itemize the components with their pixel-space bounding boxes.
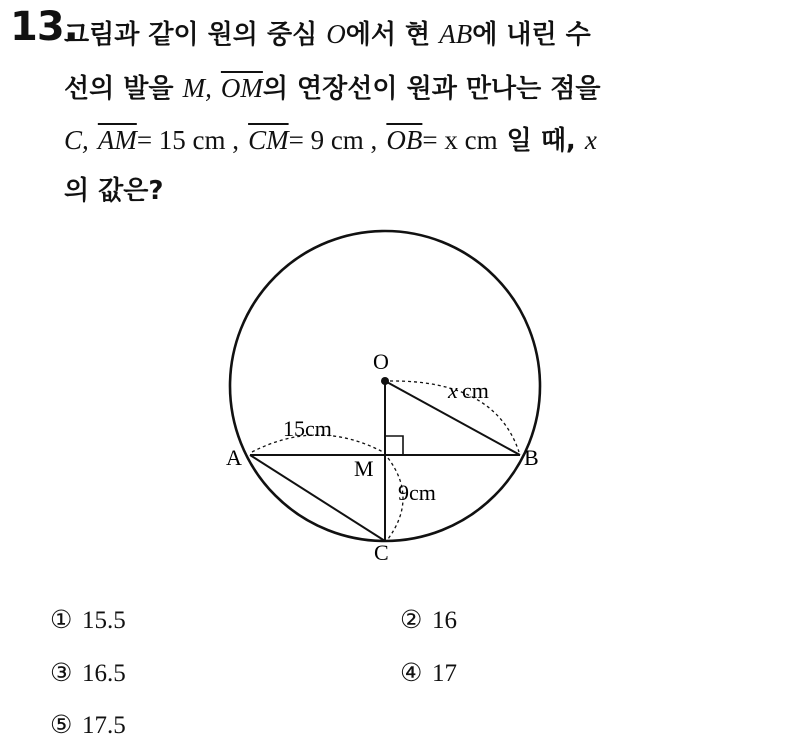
choice-marker: ⑤ <box>50 712 73 739</box>
label-b: B <box>524 445 539 470</box>
choice-value: 16 <box>432 607 457 634</box>
choice-value: 15.5 <box>82 607 126 634</box>
center-point-o <box>381 377 389 385</box>
var-x: x <box>584 125 597 155</box>
label-am-length: 15cm <box>283 416 332 441</box>
question-text: 그림과 같이 원의 중심 <box>64 20 327 50</box>
choice-2[interactable] <box>400 605 457 635</box>
choice-4[interactable] <box>400 658 457 688</box>
cm-value: = 9 cm , <box>288 125 378 155</box>
segment-cm: $\overline{CM}$ <box>248 125 289 155</box>
question-number: 13. <box>10 4 78 50</box>
label-o: O <box>373 349 389 374</box>
choice-marker: ④ <box>400 660 423 687</box>
choice-marker: ① <box>50 607 73 634</box>
choice-value: 16.5 <box>82 660 126 687</box>
choice-value: 17 <box>432 660 457 687</box>
ob-value: = x cm <box>422 125 498 155</box>
question-text: 선의 발을 <box>64 74 183 104</box>
var-c: C, <box>64 125 89 155</box>
label-m: M <box>354 456 374 481</box>
question-text: 의 연장선이 원과 만나는 점을 <box>262 74 601 104</box>
am-value: = 15 cm , <box>136 125 240 155</box>
label-ob-unit: cm <box>462 378 489 403</box>
question-text: 일 때, <box>497 126 576 156</box>
question-text: 에 내린 수 <box>472 20 591 50</box>
question-line-4: 의 값은? <box>64 176 164 206</box>
label-a: A <box>226 445 242 470</box>
choice-marker: ③ <box>50 660 73 687</box>
var-ab: AB <box>439 19 473 49</box>
choice-1[interactable] <box>50 605 126 635</box>
segment-am: $\overline{AM}$ <box>97 125 137 155</box>
choice-3[interactable] <box>50 658 126 688</box>
segment-om: $\overline{OM}$ <box>220 73 263 103</box>
label-c: C <box>374 540 389 565</box>
choice-value: 17.5 <box>82 712 126 739</box>
question-text: 에서 현 <box>345 20 440 50</box>
label-ob-var: x <box>448 378 458 403</box>
right-angle-mark <box>385 436 403 455</box>
label-mc-length: 9cm <box>398 480 436 505</box>
var-m: M, <box>182 73 212 103</box>
var-o: O <box>326 19 346 49</box>
choice-marker: ② <box>400 607 423 634</box>
choice-5[interactable] <box>50 710 126 740</box>
segment-ob: $\overline{OB}$ <box>386 125 423 155</box>
